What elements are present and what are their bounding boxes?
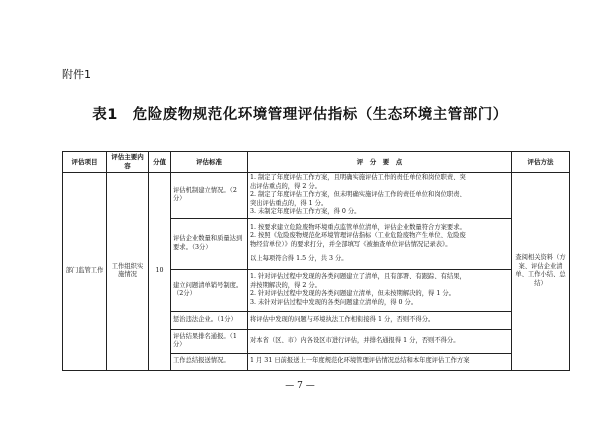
table-row bbox=[63, 173, 570, 219]
point-line: 突出评估重点的，得 1 分。 bbox=[250, 199, 328, 207]
points-cell bbox=[248, 218, 512, 269]
points-cell bbox=[248, 353, 512, 370]
points-cell bbox=[248, 311, 512, 329]
points-cell bbox=[248, 329, 512, 353]
point-line: 3. 未针对评估过程中发现的各类问题建立清单的，得 0 分。 bbox=[250, 298, 418, 306]
point-line: 1. 制定了年度评估工作方案，且明确实施评估工作的责任单位和岗位职责、突 bbox=[250, 174, 466, 181]
header-points: 评 分 要 点 bbox=[248, 152, 512, 173]
point-line: 2. 制定了年度评估工作方案，但未明确实施评估工作的责任单位和岗位职责、 bbox=[250, 191, 466, 198]
standard-cell: 评估企业数量和质量达到要求。（3分） bbox=[171, 218, 248, 269]
header-method: 评估方法 bbox=[512, 152, 570, 173]
header-standard: 评估标准 bbox=[171, 152, 248, 173]
points-cell bbox=[248, 173, 512, 219]
point-line: 1. 针对评估过程中发现的各类问题建立了清单，且有部署、有跟踪、有结果， bbox=[250, 273, 466, 280]
standard-cell: 评估机制建立情况。（2分） bbox=[171, 173, 248, 219]
points-cell bbox=[248, 269, 512, 311]
score-cell: 10 bbox=[149, 173, 171, 371]
item-cell: 部门监管工作 bbox=[63, 173, 107, 371]
evaluation-table bbox=[62, 151, 570, 371]
point-line: 3. 未制定年度评估工作方案，得 0 分。 bbox=[250, 208, 361, 215]
point-line: 将评估中发现的问题与环境执法工作相衔接得 1 分，否则不得分。 bbox=[250, 315, 435, 323]
standard-cell: 惩治违法企业。（1分） bbox=[171, 311, 248, 329]
standard-cell: 评估结果排名通报。（1分） bbox=[171, 329, 248, 353]
point-line: 2. 针对评估过程中发现的各类问题建立清单，但未按期解决的，得 1 分。 bbox=[250, 290, 455, 297]
method-cell: 查阅相关资料（方案、评估企业清单、工作小结、总结） bbox=[512, 173, 570, 371]
page-number: — 7 — bbox=[285, 381, 315, 391]
point-line: 并按期解决的，得 2 分。 bbox=[250, 281, 321, 289]
content-cell: 工作组织实施情况 bbox=[107, 173, 149, 371]
header-item: 评估项目 bbox=[63, 152, 107, 173]
point-line: 2. 按照《危险废物规范化环境管理评估指标（工业危险废物产生单位、危险废 bbox=[250, 232, 466, 239]
standard-cell: 建立问题清单销号制度。（2分） bbox=[171, 269, 248, 311]
table-title: 表1 危险废物规范化环境管理评估指标（生态环境主管部门） bbox=[92, 107, 508, 123]
table-header-row bbox=[63, 152, 570, 173]
point-line: 对本省（区、市）内各设区市进行评估，并排名通报得 1 分，否则不得分。 bbox=[250, 336, 460, 344]
point-line: 出评估重点的，得 2 分。 bbox=[250, 182, 321, 190]
point-line: 1 月 31 日前报送上一年度规范化环境管理评估情况总结和本年度评估工作方案 bbox=[250, 357, 470, 365]
point-line: 物经营单位）》的要求打分，并全部填写《被抽查单位评估情况记录表》。 bbox=[250, 240, 452, 248]
header-score: 分值 bbox=[149, 152, 171, 173]
point-line: 以上每项符合得 1.5 分，共 3 分。 bbox=[250, 255, 348, 262]
header-content: 评估主要内容 bbox=[107, 152, 149, 173]
point-line: 1. 按要求建立危险废物环境重点监管单位清单，评估企业数量符合方案要求。 bbox=[250, 223, 466, 231]
attachment-label: 附件1 bbox=[62, 68, 91, 81]
standard-cell: 工作总结报送情况。 bbox=[171, 353, 248, 370]
